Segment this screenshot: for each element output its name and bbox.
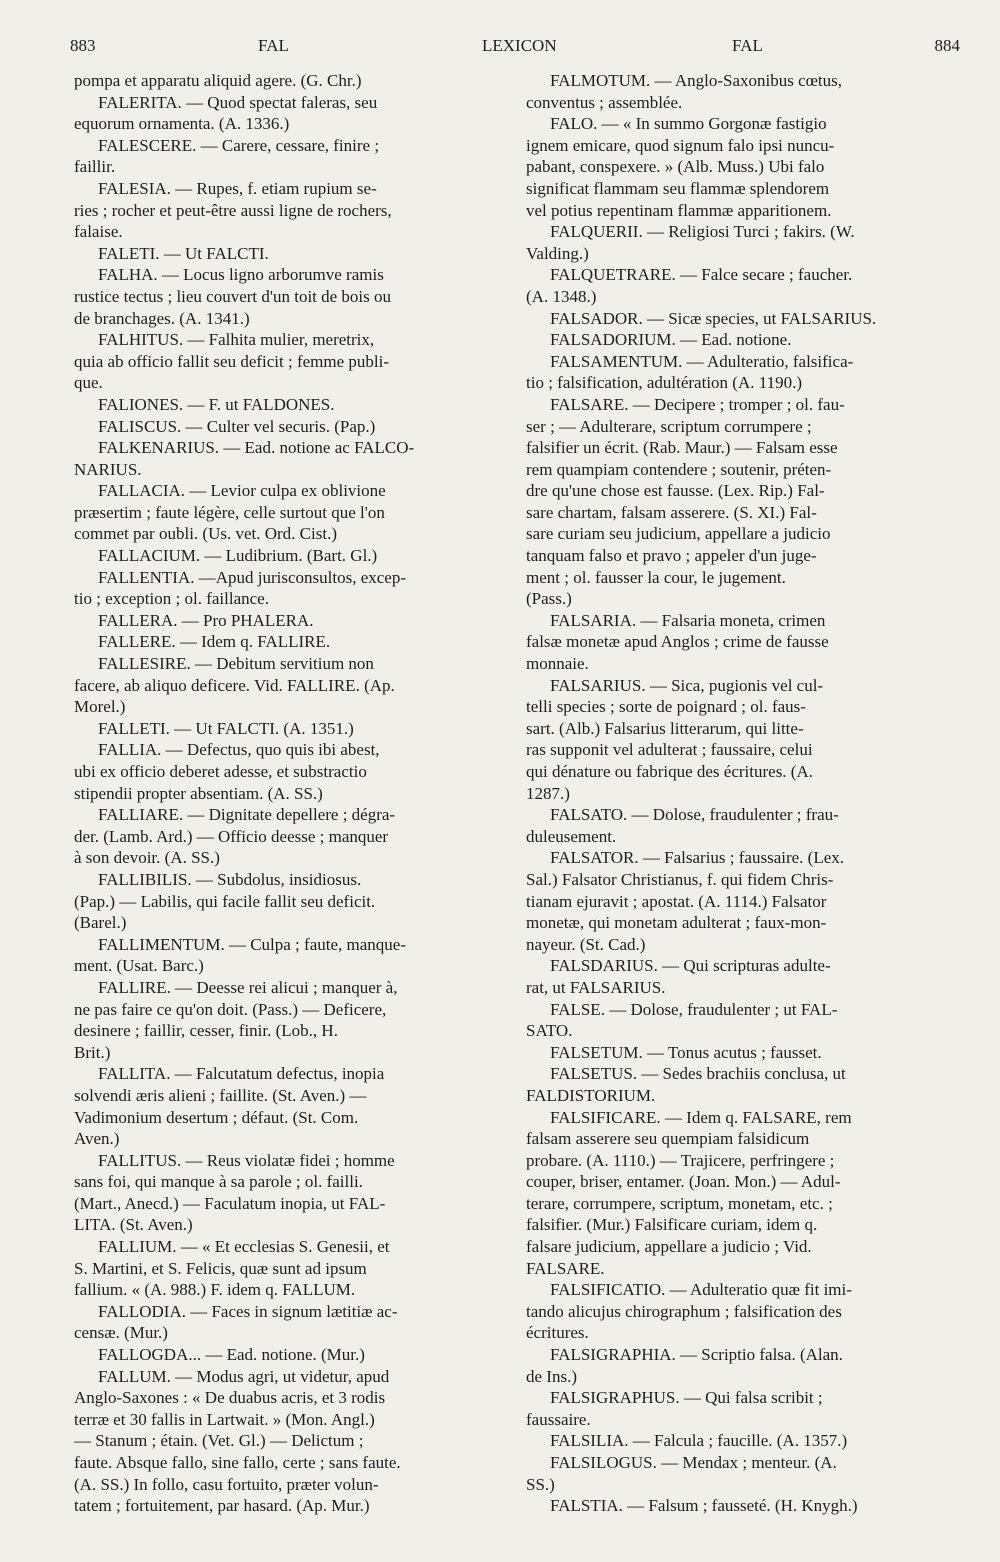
entry-text-line: sart. (Alb.) Falsarius litterarum, qui litte- <box>526 718 804 738</box>
entry-headline: FALSIGRAPHIA. — Scriptio falsa. (Alan. <box>550 1345 843 1365</box>
entry-headline: FALLIARE. — Dignitate depellere ; dégra- <box>98 805 396 825</box>
entry-text-line: FALSARE. <box>526 1258 605 1278</box>
entry-text-line: (Barel.) <box>74 913 127 933</box>
entry-text-line: Sal.) Falsator Christianus, f. qui fidem Chris- <box>526 869 834 889</box>
entry-text-line: à son devoir. (A. SS.) <box>74 848 220 868</box>
entry-text-line: Brit.) <box>74 1042 111 1062</box>
entry-headline: FALLACIUM. — Ludibrium. (Bart. Gl.) <box>98 546 378 566</box>
entry-text-line: falaise. <box>74 222 123 242</box>
entry-text-line: sare curiam seu judicium, appellare a judicio <box>526 524 831 544</box>
entry-headline: FALSDARIUS. — Qui scripturas adulte- <box>550 956 831 976</box>
entry-text-line: Aven.) <box>74 1129 120 1149</box>
entry-text-line: ignem emicare, quod signum falo ipsi nuncu- <box>526 135 835 155</box>
entry-text-line: ubi ex officio deberet adesse, et substractio <box>74 762 367 781</box>
entry-headline: FALKENARIUS. — Ead. notione ac FALCO- <box>98 438 415 458</box>
entry-text-line: tatem ; fortuitement, par hasard. (Ap. Mur.) <box>74 1496 370 1516</box>
entry-text-line: sare chartam, falsam asserere. (S. XI.) Fal- <box>526 502 817 522</box>
entry-text-line: quia ab officio fallit seu deficit ; femme publi- <box>74 351 390 371</box>
entry-text-line: equorum ornamenta. (A. 1336.) <box>74 114 290 134</box>
entry-text-line: Vadimonium desertum ; défaut. (St. Com. <box>74 1107 359 1127</box>
entry-headline: FALHA. — Locus ligno arborumve ramis <box>98 265 384 285</box>
entry-text-line: commet par oubli. (Us. vet. Ord. Cist.) <box>74 524 337 544</box>
entry-text-line: ment ; ol. fausser la cour, le jugement. <box>526 567 786 587</box>
entry-headline: FALQUETRARE. — Falce secare ; faucher. <box>550 265 853 285</box>
entry-text-line: probare. (A. 1110.) — Trajicere, perfringere ; <box>526 1150 835 1170</box>
entry-text-line: vel potius repentinam flammæ apparitionem. <box>526 200 832 220</box>
entry-text-line: FALDISTORIUM. <box>526 1085 656 1105</box>
entry-text-line: — Stanum ; étain. (Vet. Gl.) — Delictum ; <box>74 1431 364 1451</box>
entry-text-line: faussaire. <box>526 1409 591 1429</box>
entry-text-line: der. (Lamb. Ard.) — Officio deesse ; manquer <box>74 826 389 846</box>
entry-headline: FALSARIUS. — Sica, pugionis vel cul- <box>550 675 824 695</box>
entry-text-line: falsifier. (Mur.) Falsificare curiam, idem q. <box>526 1215 818 1235</box>
entry-text-line: pabant, conspexere. » (Alb. Muss.) Ubi falo <box>526 157 825 177</box>
entry-text-line: S. Martini, et S. Felicis, quæ sunt ad ipsum <box>74 1258 367 1278</box>
entry-text-line: Anglo-Saxones : « De duabus acris, et 3 rodis <box>74 1388 386 1408</box>
entry-text-line: fallium. « (A. 988.) F. idem q. FALLUM. <box>74 1280 356 1300</box>
entry-text-line: monnaie. <box>526 654 589 674</box>
right-page-number: 884 <box>934 36 960 55</box>
entry-text-line: qui dénature ou fabrique des écritures. (A. <box>526 762 813 781</box>
entry-headline: FALLESIRE. — Debitum servitium non <box>98 654 374 674</box>
entry-headline: FALLIMENTUM. — Culpa ; faute, manque- <box>98 934 406 954</box>
entry-headline: FALSE. — Dolose, fraudulenter ; ut FAL- <box>550 999 838 1019</box>
entry-text-line: rustice tectus ; lieu couvert d'un toit de bois ou <box>74 286 392 306</box>
entry-headline: FALSATOR. — Falsarius ; faussaire. (Lex. <box>550 848 845 868</box>
entry-headline: FALLERA. — Pro PHALERA. <box>98 610 314 630</box>
entry-text-line: tanquam falso et pravo ; appeler d'un juge- <box>526 546 817 566</box>
entry-headline: FALSIFICATIO. — Adulteratio quæ fit imi- <box>550 1280 852 1300</box>
entry-text-line: (Pass.) <box>526 589 572 609</box>
entry-text-line: que. <box>74 373 103 393</box>
running-header <box>70 36 960 64</box>
entry-headline: FALSADORIUM. — Ead. notione. <box>550 330 792 350</box>
text-columns <box>74 70 954 1530</box>
entry-headline: FALLODIA. — Faces in signum lætitiæ ac- <box>98 1301 398 1321</box>
entry-text-line: tianam ejuravit ; apostat. (A. 1114.) Falsator <box>526 891 827 911</box>
entry-text-line: solvendi æris alieni ; faillite. (St. Aven.) — <box>74 1085 367 1105</box>
entry-headline: FALLIUM. — « Et ecclesias S. Genesii, et <box>98 1237 390 1257</box>
entry-text-line: stipendii propter absentiam. (A. SS.) <box>74 783 323 803</box>
entry-headline: FALSILIA. — Falcula ; faucille. (A. 1357.) <box>550 1431 848 1451</box>
entry-text-line: sans foi, qui manque à sa parole ; ol. failli. <box>74 1172 363 1192</box>
entry-text-line: ries ; rocher et peut-être aussi ligne de rochers, <box>74 200 392 220</box>
entry-text-line: tio ; falsification, adultération (A. 1190.) <box>526 373 803 393</box>
entry-headline: FALLIRE. — Deesse rei alicui ; manquer à, <box>98 977 398 997</box>
entry-text-line: telli species ; sorte de poignard ; ol. faus- <box>526 697 806 717</box>
entry-text-line: SS.) <box>526 1474 555 1494</box>
entry-headline: FALLITUS. — Reus violatæ fidei ; homme <box>98 1150 395 1170</box>
entry-text-line: falsare judicium, appellare a judicio ; Vid. <box>526 1237 812 1257</box>
entry-headline: FALLOGDA... — Ead. notione. (Mur.) <box>98 1345 365 1365</box>
entry-text-line: ras supponit vel adulterat ; faussaire, celui <box>526 740 813 760</box>
entry-text-line: 1287.) <box>526 783 570 803</box>
entry-headline: FALSIGRAPHUS. — Qui falsa scribit ; <box>550 1388 823 1408</box>
entry-text-line: nayeur. (St. Cad.) <box>526 934 646 954</box>
entry-text-line: ne pas faire ce qu'on doit. (Pass.) — Deficere, <box>74 999 387 1019</box>
entry-text-line: conventus ; assemblée. <box>526 92 683 112</box>
entry-headline: FALQUERII. — Religiosi Turci ; fakirs. (W. <box>550 222 855 242</box>
entry-text-line: (A. SS.) In follo, casu fortuito, præter volun- <box>74 1474 379 1494</box>
entry-headline: FALESCERE. — Carere, cessare, finire ; <box>98 135 380 155</box>
entry-headline: FALSATO. — Dolose, fraudulenter ; frau- <box>550 805 839 825</box>
entry-text-line: terare, corrumpere, scriptum, monetam, etc. ; <box>526 1193 833 1213</box>
entry-text-line: (A. 1348.) <box>526 286 597 306</box>
entry-text-line: monetæ, qui monetam adulterat ; faux-mon- <box>526 913 827 933</box>
entry-text-line: tio ; exception ; ol. faillance. <box>74 589 269 609</box>
entry-headline: FALSETUS. — Sedes brachiis conclusa, ut <box>550 1064 846 1084</box>
entry-headline: FALSARE. — Decipere ; tromper ; ol. fau- <box>550 394 845 414</box>
entry-text-line: duleusement. <box>526 826 617 846</box>
entry-headline: FALLUM. — Modus agri, ut videtur, apud <box>98 1366 390 1386</box>
entry-headline: FALO. — « In summo Gorgonæ fastigio <box>550 114 827 134</box>
entry-text-line: Valding.) <box>526 243 589 263</box>
entry-headline: FALLENTIA. —Apud jurisconsultos, excep- <box>98 567 406 587</box>
entry-text-line: rat, ut FALSARIUS. <box>526 977 666 997</box>
entry-headline: FALSADOR. — Sicæ species, ut FALSARIUS. <box>550 308 877 328</box>
entry-text-line: tando alicujus chirographum ; falsification des <box>526 1301 842 1321</box>
entry-text-line: censæ. (Mur.) <box>74 1323 168 1343</box>
entry-text-line: de branchages. (A. 1341.) <box>74 308 250 328</box>
entry-headline: FALERITA. — Quod spectat faleras, seu <box>98 92 378 112</box>
entry-text-line: ment. (Usat. Barc.) <box>74 956 204 976</box>
entry-text-line: (Pap.) — Labilis, qui facile fallit seu deficit. <box>74 891 376 911</box>
entry-headline: FALLERE. — Idem q. FALLIRE. <box>98 632 331 652</box>
entry-text-line: rem quampiam contendere ; soutenir, préten- <box>526 459 832 479</box>
entry-text-line: LITA. (St. Aven.) <box>74 1215 193 1235</box>
entry-headline: FALSTIA. — Falsum ; fausseté. (H. Knygh.) <box>550 1496 858 1516</box>
entry-text-line: (Mart., Anecd.) — Faculatum inopia, ut FAL- <box>74 1193 386 1213</box>
entry-text-line: faillir. <box>74 157 116 177</box>
entry-headline: FALLACIA. — Levior culpa ex oblivione <box>98 481 386 501</box>
left-page-number: 883 <box>70 36 96 55</box>
entry-headline: FALIONES. — F. ut FALDONES. <box>98 394 335 414</box>
entry-text-line: desinere ; faillir, cesser, finir. (Lob., H. <box>74 1021 338 1041</box>
entry-text-line: terræ et 30 fallis in Lartwait. » (Mon. Angl.) <box>74 1409 375 1429</box>
entry-headline: FALSILOGUS. — Mendax ; menteur. (A. <box>550 1453 837 1472</box>
left-column <box>74 70 502 1530</box>
entry-text-line: SATO. <box>526 1021 573 1041</box>
left-guide-word: FAL <box>258 36 289 55</box>
entry-text-line: NARIUS. <box>74 459 142 479</box>
entry-headline: FALSIFICARE. — Idem q. FALSARE, rem <box>550 1107 852 1127</box>
entry-text-line: pompa et apparatu aliquid agere. (G. Chr.) <box>74 71 362 90</box>
entry-headline: FALLITA. — Falcutatum defectus, inopia <box>98 1064 385 1084</box>
entry-text-line: couper, briser, entamer. (Joan. Mon.) — Adul- <box>526 1172 841 1192</box>
entry-headline: FALSARIA. — Falsaria moneta, crimen <box>550 610 826 630</box>
entry-headline: FALLETI. — Ut FALCTI. (A. 1351.) <box>98 718 354 738</box>
entry-text-line: faute. Absque fallo, sine fallo, certe ; sans faute. <box>74 1453 401 1472</box>
entry-text-line: écritures. <box>526 1323 589 1343</box>
entry-headline: FALESIA. — Rupes, f. etiam rupium se- <box>98 178 377 198</box>
entry-headline: FALSAMENTUM. — Adulteratio, falsifica- <box>550 351 854 371</box>
entry-headline: FALMOTUM. — Anglo-Saxonibus cœtus, <box>550 71 842 90</box>
entry-text-line: ser ; — Adulterare, scriptum corrumpere ; <box>526 416 812 436</box>
entry-headline: FALSETUM. — Tonus acutus ; fausset. <box>550 1042 822 1062</box>
entry-text-line: Morel.) <box>74 697 126 717</box>
entry-text-line: de Ins.) <box>526 1366 577 1386</box>
lexicon-title: LEXICON <box>482 36 557 55</box>
entry-text-line: præsertim ; faute légère, celle surtout que l'on <box>74 502 385 522</box>
right-column <box>526 70 954 1530</box>
entry-text-line: falsæ monetæ apud Anglos ; crime de fausse <box>526 632 829 652</box>
right-guide-word: FAL <box>732 36 763 55</box>
entry-headline: FALLIBILIS. — Subdolus, insidiosus. <box>98 869 362 889</box>
entry-text-line: dre qu'une chose est fausse. (Lex. Rip.) Fal- <box>526 481 825 501</box>
entry-headline: FALETI. — Ut FALCTI. <box>98 243 269 263</box>
entry-text-line: falsifier un écrit. (Rab. Maur.) — Falsam esse <box>526 438 838 458</box>
entry-text-line: significat flammam seu flammæ splendorem <box>526 178 830 198</box>
entry-headline: FALLIA. — Defectus, quo quis ibi abest, <box>98 740 380 760</box>
entry-text-line: falsam asserere seu quempiam falsidicum <box>526 1129 810 1149</box>
entry-text-line: facere, ab aliquo deficere. Vid. FALLIRE. (Ap. <box>74 675 395 695</box>
entry-headline: FALISCUS. — Culter vel securis. (Pap.) <box>98 416 376 436</box>
entry-headline: FALHITUS. — Falhita mulier, meretrix, <box>98 330 375 350</box>
